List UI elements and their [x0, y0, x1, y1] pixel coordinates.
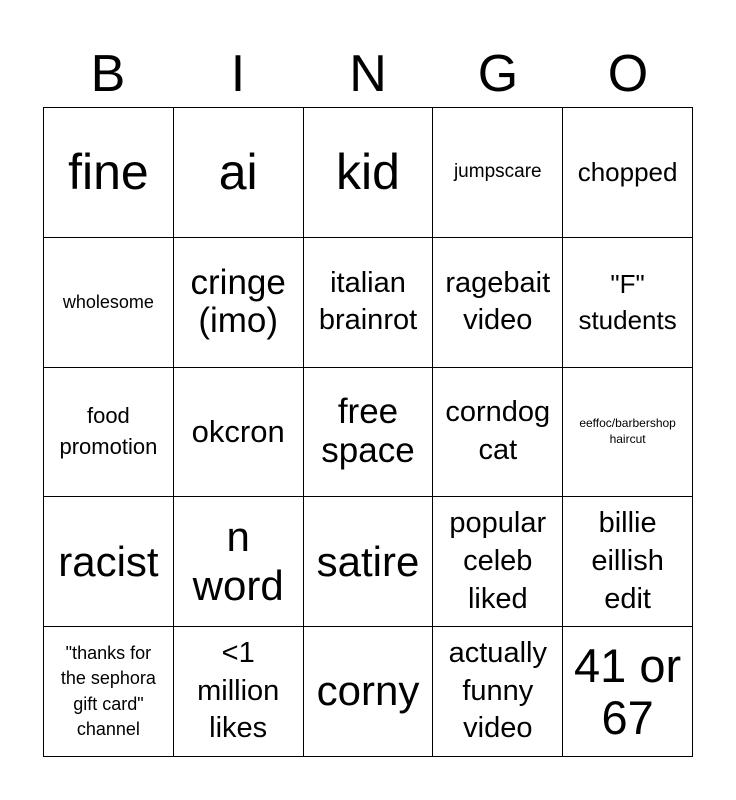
- cell-text: cringe (imo): [190, 262, 286, 341]
- cell-text: actually funny video: [448, 637, 547, 745]
- bingo-cell[interactable]: [174, 238, 304, 368]
- cell-text: chopped: [577, 157, 678, 188]
- bingo-cell[interactable]: [433, 497, 563, 627]
- bingo-cell[interactable]: [563, 108, 693, 238]
- header-letter-n: N: [349, 45, 387, 103]
- cell-text: 41 or 67: [574, 638, 682, 744]
- cell-text: food promotion: [59, 403, 158, 459]
- cell-text: <1 million likes: [197, 637, 280, 745]
- cell-text: corndog cat: [445, 396, 551, 466]
- bingo-cell[interactable]: [174, 497, 304, 627]
- bingo-cell[interactable]: [304, 627, 434, 757]
- header-letter-g: G: [477, 45, 519, 103]
- bingo-cell[interactable]: [44, 368, 174, 498]
- cell-text: racist: [58, 537, 159, 585]
- bingo-cell[interactable]: [44, 497, 174, 627]
- bingo-header: [43, 40, 693, 108]
- cell-text: okcron: [191, 414, 285, 450]
- bingo-cell[interactable]: [433, 368, 563, 498]
- bingo-cell[interactable]: [44, 108, 174, 238]
- cell-text: fine: [68, 144, 149, 201]
- bingo-cell[interactable]: [174, 368, 304, 498]
- bingo-cell[interactable]: [304, 238, 434, 368]
- cell-text: jumpscare: [453, 161, 542, 183]
- bingo-board: [43, 107, 693, 757]
- cell-text: free space: [321, 392, 415, 470]
- bingo-cell[interactable]: [563, 368, 693, 498]
- cell-text: "F" students: [578, 268, 677, 336]
- cell-text: eeffoc/barbershop haircut: [579, 416, 676, 446]
- cell-text: ai: [218, 144, 258, 201]
- bingo-cell[interactable]: [304, 368, 434, 498]
- bingo-cell[interactable]: [304, 108, 434, 238]
- cell-text: wholesome: [62, 291, 154, 312]
- cell-text: kid: [336, 144, 400, 201]
- cell-text: popular celeb liked: [449, 507, 547, 615]
- cell-text: italian brainrot: [318, 266, 418, 337]
- bingo-cell[interactable]: [433, 627, 563, 757]
- cell-text: ragebait video: [445, 266, 551, 337]
- bingo-cell[interactable]: [44, 627, 174, 757]
- bingo-cell[interactable]: [433, 108, 563, 238]
- bingo-cell[interactable]: [174, 108, 304, 238]
- cell-text: n word: [192, 513, 284, 609]
- cell-text: satire: [316, 537, 420, 585]
- header-letter-i: I: [230, 45, 246, 103]
- cell-text: "thanks for the sephora gift card" channel: [60, 643, 156, 739]
- bingo-cell[interactable]: [563, 497, 693, 627]
- bingo-cell[interactable]: [44, 238, 174, 368]
- cell-text: billie eillish edit: [591, 507, 664, 615]
- bingo-cell[interactable]: [433, 238, 563, 368]
- header-letter-o: O: [607, 45, 649, 103]
- bingo-cell[interactable]: [563, 627, 693, 757]
- bingo-cell[interactable]: [174, 627, 304, 757]
- bingo-cell[interactable]: [563, 238, 693, 368]
- bingo-cell[interactable]: [304, 497, 434, 627]
- header-letter-b: B: [90, 45, 126, 103]
- cell-text: corny: [316, 667, 420, 715]
